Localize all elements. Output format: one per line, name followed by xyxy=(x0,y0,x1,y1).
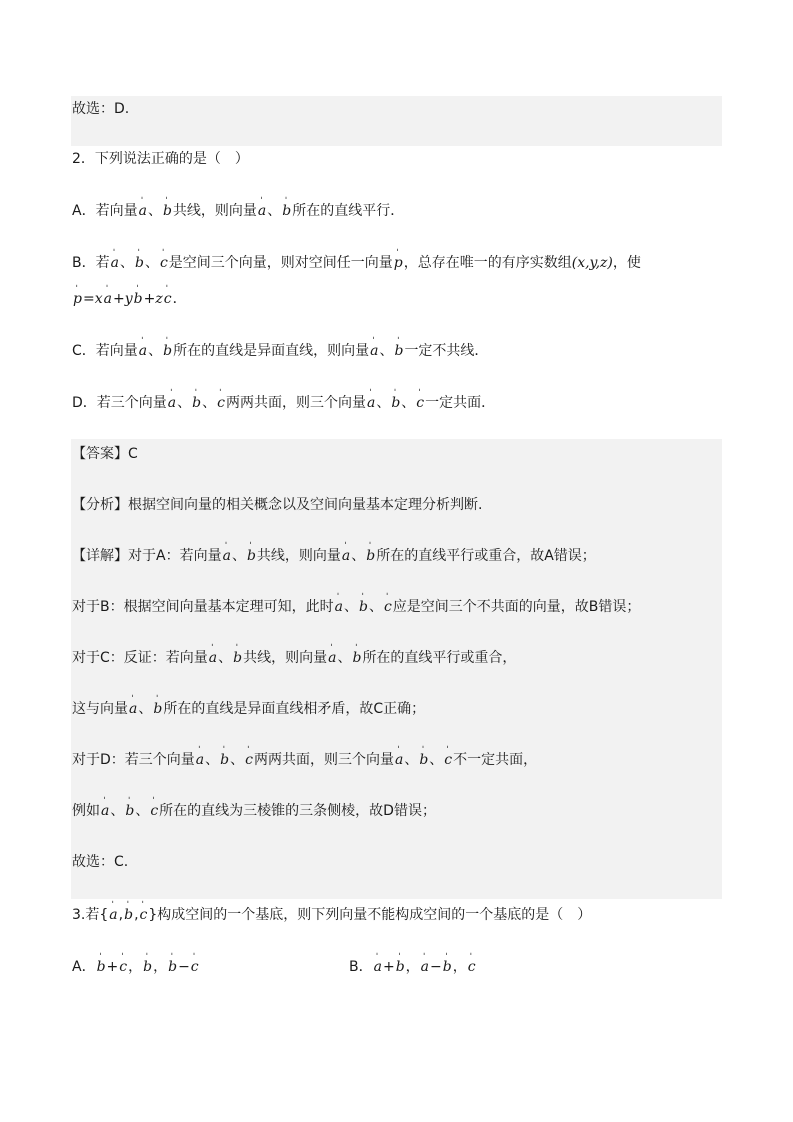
solution-conclusion: 故选：C. xyxy=(72,854,129,870)
q2-option-b: B．若ˈ a、ˈ b、ˈ c是空间三个向量，则对空间任一向量ˈ p，总存在唯一的有序实数组(x,y,z)，使 xyxy=(72,253,641,273)
detail-line-4: 这与向量ˈ a、ˈ b所在的直线是异面直线相矛盾，故C正确； xyxy=(72,699,425,719)
q2-stem: 2．下列说法正确的是（ ） xyxy=(72,151,249,167)
detail-line-2: 对于B：根据空间向量基本定理可知，此时ˈ a、ˈ b、ˈ c应是空间三个不共面的向量，故B错误； xyxy=(72,597,640,617)
q2-option-a: A．若向量ˈ a、ˈ b共线，则向量ˈ a、ˈ b所在的直线平行． xyxy=(72,201,404,221)
answer: 【答案】C xyxy=(72,446,138,462)
analysis: 【分析】根据空间向量的相关概念以及空间向量基本定理分析判断. xyxy=(72,497,483,513)
q3-stem: 3.若{ˈ a,ˈ b,ˈ c}构成空间的一个基底，则下列向量不能构成空间的一个基底的是（ ） xyxy=(72,905,591,925)
q2-option-d: D．若三个向量ˈ a、ˈ b、ˈ c两两共面，则三个向量ˈ a、ˈ b、ˈ c一定共面． xyxy=(72,393,495,413)
detail-line-3: 对于C：反证：若向量ˈ a、ˈ b共线，则向量ˈ a、ˈ b所在的直线平行或重合， xyxy=(72,648,516,668)
q3-option-b: B．ˈ a+ˈ b，ˈ a−ˈ b，ˈ c xyxy=(349,957,477,977)
q3-options xyxy=(72,957,722,977)
q2-option-b-formula: ˈ p=xˈ a+yˈ b+zˈ c． xyxy=(72,289,187,309)
detail-line-1: 【详解】对于A：若向量ˈ a、ˈ b共线，则向量ˈ a、ˈ b所在的直线平行或重合，故A错误； xyxy=(72,546,596,566)
q3-option-a: A．ˈ b+ˈ c，ˈ b，ˈ b−ˈ c xyxy=(72,959,200,975)
detail-line-6: 例如ˈ a、ˈ b、ˈ c所在的直线为三棱锥的三条侧棱，故D错误； xyxy=(72,801,436,821)
detail-line-5: 对于D：若三个向量ˈ a、ˈ b、ˈ c两两共面，则三个向量ˈ a、ˈ b、ˈ c不一定共面， xyxy=(72,750,537,770)
previous-conclusion: 故选：D. xyxy=(72,101,130,117)
previous-solution-box xyxy=(71,96,722,146)
q2-option-c: C．若向量ˈ a、ˈ b所在的直线是异面直线，则向量ˈ a、ˈ b一定不共线． xyxy=(72,341,488,361)
